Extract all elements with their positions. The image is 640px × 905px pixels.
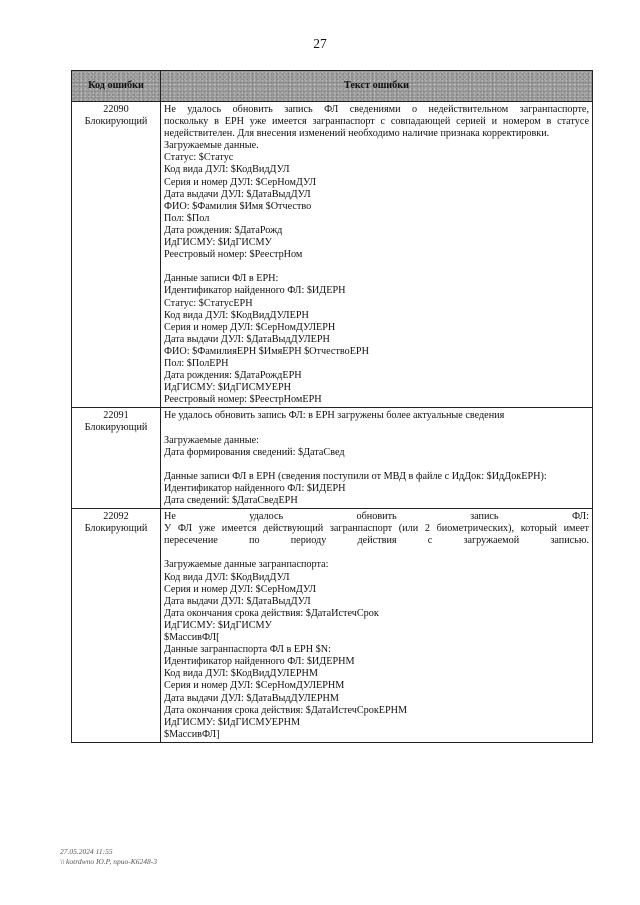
error-text-line: ИдГИСМУ: $ИдГИСМУ (164, 619, 272, 631)
error-text-line: $МассивФЛ[ (164, 632, 220, 644)
error-text-line: Идентификатор найденного ФЛ: $ИДЕРНМ (164, 656, 355, 668)
error-code: 22090 (103, 104, 129, 115)
error-text-line: Дата окончания срока действия: $ДатаИстечСрок (164, 607, 379, 619)
error-text-line: Загружаемые данные: (164, 434, 259, 446)
blank-line (164, 261, 589, 273)
blank-line (164, 459, 589, 471)
error-text-cell (161, 408, 593, 509)
print-stamp-date: 27.05.2024 11:55 (60, 847, 113, 856)
error-text-cell (161, 102, 593, 408)
error-severity: Блокирующий (84, 422, 148, 434)
error-text-line: Серия и номер ДУЛ: $СерНомДУЛЕРНМ (164, 680, 345, 692)
error-text-line: Код вида ДУЛ: $КодВидДУЛЕРНМ (164, 668, 318, 680)
table-row (72, 408, 593, 509)
error-text-line: Код вида ДУЛ: $КодВидДУЛ (164, 571, 290, 583)
error-text-line: Дата окончания срока действия: $ДатаИстечСрокЕРНМ (164, 704, 408, 716)
error-text-line: $МассивФЛ] (164, 728, 220, 740)
error-text-line: Серия и номер ДУЛ: $СерНомДУЛ (164, 583, 316, 595)
error-text-line: Данные загранпаспорта ФЛ в ЕРН $N: (164, 644, 331, 656)
error-text-line: Дата выдачи ДУЛ: $ДатаВыдДУЛЕРНМ (164, 692, 339, 704)
error-text-line: Не удалось обновить запись ФЛ: (164, 511, 589, 523)
error-severity: Блокирующий (84, 116, 148, 128)
error-text-line: У ФЛ уже имеется действующий загранпаспорт (или 2 биометрических), который имеет (164, 523, 589, 535)
error-text-line: Дата рождения: $ДатаРождЕРН (164, 370, 302, 382)
error-text-line: ФИО: $ФамилияЕРН $ИмяЕРН $ОтчествоЕРН (164, 345, 369, 357)
error-code-cell (72, 102, 161, 408)
table-row (72, 102, 593, 408)
error-text-line: Дата выдачи ДУЛ: $ДатаВыдДУЛЕРН (164, 333, 330, 345)
error-text-line: пересечение по периоду действия с загружаемой записью. (164, 535, 589, 547)
header-error-text: Текст ошибки (161, 71, 593, 102)
error-code-cell (72, 408, 161, 509)
error-text-line: Пол: $ПолЕРН (164, 357, 229, 369)
error-text-line: Дата рождения: $ДатаРожд (164, 224, 283, 236)
error-text-line: Идентификатор найденного ФЛ: $ИДЕРН (164, 285, 346, 297)
error-text-line: Не удалось обновить запись ФЛ: в ЕРН загружены более актуальные сведения (164, 410, 505, 422)
error-text-line: Дата сведений: $ДатаСведЕРН (164, 495, 298, 506)
error-text-cell (161, 509, 593, 743)
error-text-line: Дата выдачи ДУЛ: $ДатаВыдДУЛ (164, 595, 311, 607)
error-text-line: Код вида ДУЛ: $КодВидДУЛЕРН (164, 309, 309, 321)
error-text-line: поскольку в ЕРН уже имеется загранпаспорт с совпадающей серией и номером в статусе (164, 116, 589, 128)
error-text-line: Код вида ДУЛ: $КодВидДУЛ (164, 164, 290, 176)
error-text-line: ИдГИСМУ: $ИдГИСМУ (164, 237, 272, 249)
page-number: 27 (313, 36, 327, 51)
error-text-line: Серия и номер ДУЛ: $СерНомДУЛ (164, 176, 316, 188)
print-stamp (60, 847, 157, 867)
error-codes-table (71, 70, 593, 743)
error-text-line: Статус: $Статус (164, 152, 234, 164)
error-text-line: Реестровый номер: $РеестрНомЕРН (164, 394, 322, 406)
error-text-line: Статус: $СтатусЕРН (164, 297, 253, 309)
error-text-line: Серия и номер ДУЛ: $СерНомДУЛЕРН (164, 321, 336, 333)
header-error-code: Код ошибки (72, 71, 161, 102)
error-text-line: Загружаемые данные загранпаспорта: (164, 559, 329, 571)
blank-line (164, 422, 589, 434)
blank-line (164, 547, 589, 559)
error-text-line: Идентификатор найденного ФЛ: $ИДЕРН (164, 482, 346, 494)
error-code: 22092 (103, 511, 129, 523)
error-text-line: Пол: $Пол (164, 212, 210, 224)
error-text-line: ИдГИСМУ: $ИдГИСМУЕРНМ (164, 716, 301, 728)
error-text-line: Данные записи ФЛ в ЕРН: (164, 273, 279, 285)
error-text-line: Данные записи ФЛ в ЕРН (сведения поступили от МВД в файле с ИдДок: $ИдДокЕРН): (164, 470, 547, 482)
error-text-line: Загружаемые данные. (164, 140, 259, 152)
error-text-line: Дата выдачи ДУЛ: $ДатаВыдДУЛ (164, 188, 311, 200)
print-stamp-author: \\ kotrdwno Ю.Р, прио-К6248-3 (60, 857, 157, 866)
error-text-line: ФИО: $Фамилия $Имя $Отчество (164, 200, 312, 212)
error-text-line: недействителен. Для внесения изменений необходимо наличие признака корректировки. (164, 128, 550, 140)
error-text-line: Не удалось обновить запись ФЛ сведениями о недействительном загранпаспорте, (164, 104, 589, 115)
error-text-line: Дата формирования сведений: $ДатаСвед (164, 446, 345, 458)
error-code: 22091 (103, 410, 129, 422)
error-code-cell (72, 509, 161, 743)
error-severity: Блокирующий (84, 523, 148, 535)
table-header-row (72, 71, 593, 102)
error-text-line: ИдГИСМУ: $ИдГИСМУЕРН (164, 382, 292, 394)
table-row (72, 509, 593, 743)
error-text-line: Реестровый номер: $РеестрНом (164, 249, 303, 261)
